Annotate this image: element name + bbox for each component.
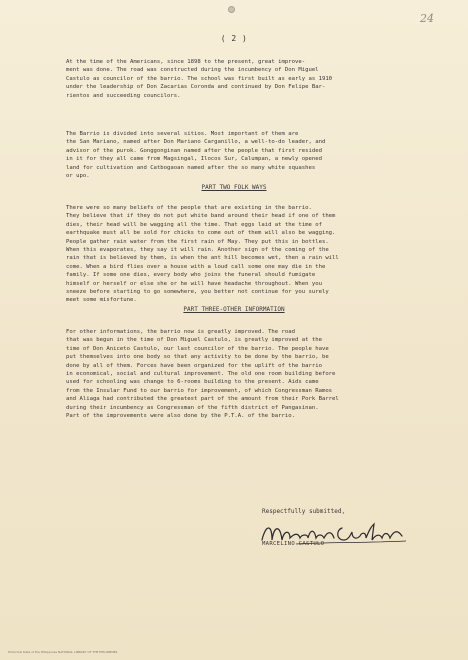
- heading-other-information: PART THREE-OTHER INFORMATION: [183, 306, 285, 313]
- paragraph-american-period: At the time of the Americans, since 1898 to the present, great improve- ment was done. The road was constructed during the incumbency of Don Miguel Castulo as councilor of the barrio. The school was first built as early as 1910 under the leadership of Don Zacarias Coronda and continued by Don Felipe Bar- rientos and succeeding councilors.: [66, 59, 333, 99]
- signer-name: MARCELINO CASTULO: [262, 541, 325, 547]
- pin-hole: [228, 6, 235, 13]
- paragraph-sitios: The Barrio is divided into several sitios. Most important of them are the San Mariano, named after Don Mariano Carganillo, a well-to-do leader, and advisor of the purok. Gonggonginan named after the people that first resided in it for they all came from Magsingal, Ilocos Sur, Calumpan, a newly opened land for cultivation and Catbogaoan named after the so many white squashes or upo.: [66, 131, 326, 180]
- heading-folk-ways: PART TWO FOLK WAYS: [201, 184, 267, 191]
- paragraph-improvements: For other informations, the barrio now is greatly improved. The road that was begun in the time of Don Miguel Castulo, is greatly improved at the time of Don Aniceto Castulo, our last councilor of the barrio. The people have put themselves into one body so that any activity to be done by the barrio, be done by all of them. Forces have been organized for the uplift of the barrio in economical, social and cultural improvement. The old one room building before used for schooling was change to 6-rooms building to the present. Aids came from the Insular Fund to our barrio for improvement, of which Congressman Ramos and Aliaga had contributed the greatest part of the amount from their Pork Barrel during their incumbency as Congressman of the fifth district of Pangasinan. Part of the improvements were also done by the P.T.A. of the barrio.: [66, 329, 339, 420]
- closing-line: Respectfully submitted,: [262, 508, 346, 515]
- page-header: ( 2 ): [220, 34, 248, 43]
- handwritten-page-number: 24: [420, 12, 434, 25]
- paragraph-beliefs: There were so many beliefs of the people that are existing in the barrio. They believe that if they do not put white band around their head if one of them dies, their head will be wagging all the time. That eggs laid at the time of earthquake must all be sold for chicks to come out of them will also be wagging. People gather rain water from the first rain of May. They put this in bottles. When this evaporates, they say it will rain. Another sign of the coming of the rain that is believed by them, is when the ant hill becomes wet, then a rain will come. When a bird flies over a house with a loud call some one may die in the family. If some one dies, every body who joins the funeral should fumigate himself or herself or else she or he will have headache throughout. When you sneeze before starting to go somewhere, you better not continue for you surely meet some misfortune.: [66, 205, 339, 304]
- archive-footer: Historical Data of the Philippines NATIONAL LIBRARY OF THE PHILIPPINES: [8, 650, 118, 654]
